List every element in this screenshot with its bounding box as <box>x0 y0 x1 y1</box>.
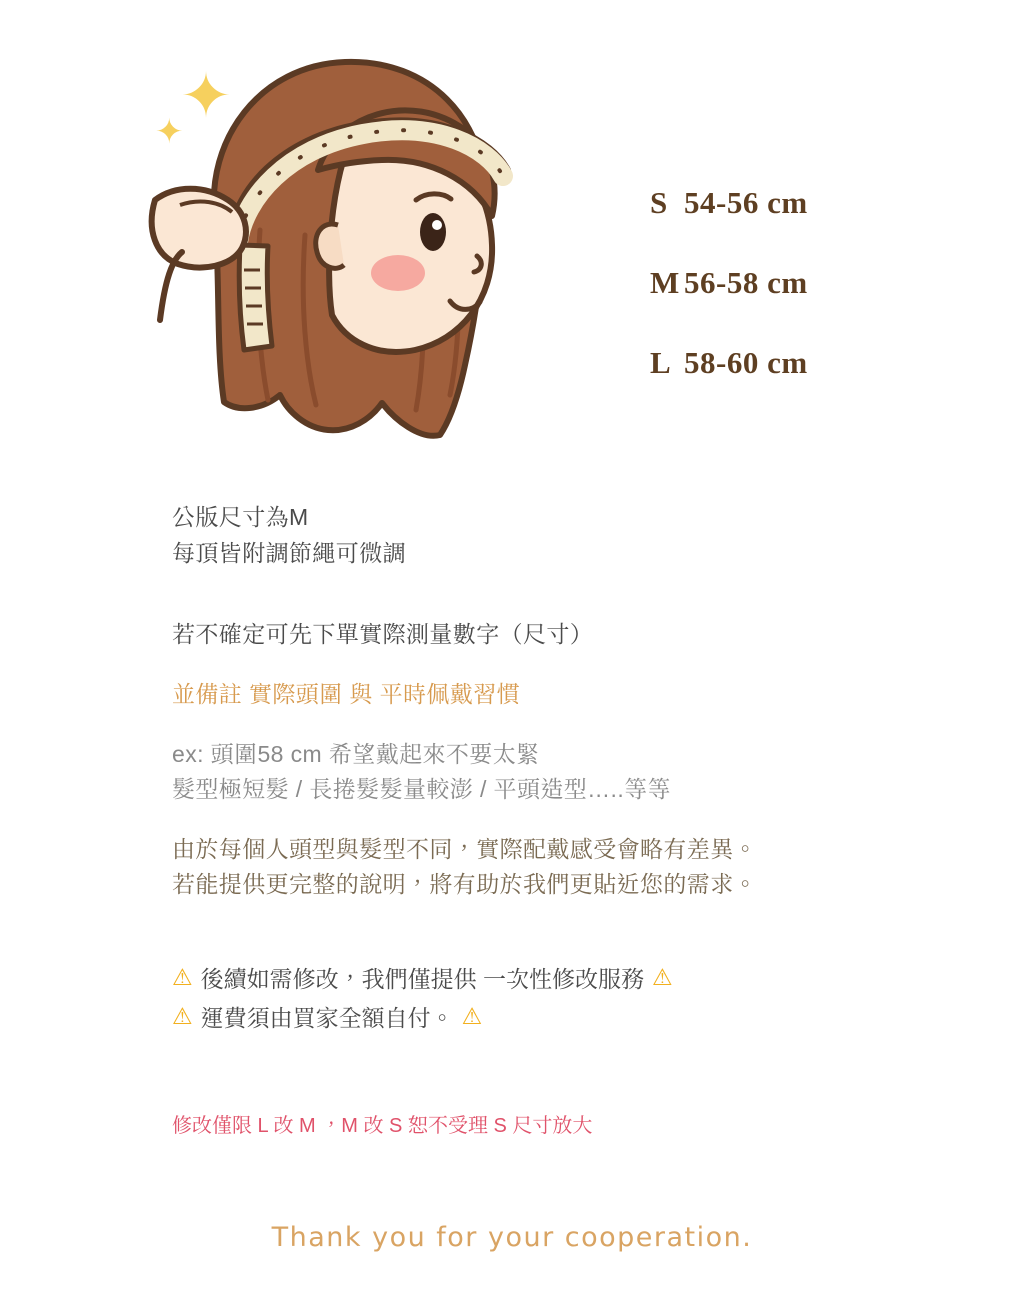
thanks-footer: Thank you for your cooperation. <box>271 1222 753 1253</box>
warning-line-1 <box>172 961 962 994</box>
modification-limit-note <box>172 1111 962 1141</box>
illustration-girl-measuring-head <box>120 20 550 470</box>
standard-size-note <box>172 500 962 571</box>
size-row <box>650 345 980 381</box>
size-value: 58-60 cm <box>684 345 808 380</box>
warning-text-1: 後續如需修改，我們僅提供 一次性修改服務 <box>200 966 645 993</box>
size-label: M <box>650 265 680 300</box>
spacer <box>172 1039 962 1091</box>
limit-line-2: 恕不受理 S 尺寸放大 <box>407 1115 593 1138</box>
limit-line-1: 修改僅限 L 改 M ，M 改 S <box>172 1115 403 1138</box>
size-row <box>650 185 980 221</box>
warning-note <box>172 961 962 1033</box>
warning-line-2 <box>172 1000 962 1033</box>
warning-text-2: 運費須由買家全額自付。 <box>200 1005 454 1032</box>
warning-icon: ⚠ <box>652 964 673 991</box>
example-line-2: 髮型極短髮 / 長捲髮髮量較澎 / 平頭造型…..等等 <box>172 776 671 803</box>
sparkle-icon: ✦ <box>180 59 232 132</box>
standard-size-line-1: 公版尺寸為M <box>172 504 309 530</box>
example-line-1: ex: 頭圍58 cm 希望戴起來不要太緊 <box>172 740 540 767</box>
size-row <box>650 265 980 301</box>
spacer <box>172 909 962 961</box>
warning-icon: ⚠ <box>172 1003 193 1030</box>
standard-size-line-2: 每頂皆附調節繩可微調 <box>172 539 406 566</box>
size-value: 56-58 cm <box>684 265 808 300</box>
spacer <box>172 814 962 832</box>
difference-line-1: 由於每個人頭型與髮型不同，實際配戴感受會略有差異。 <box>172 835 757 862</box>
notes-body <box>172 500 962 1161</box>
spacer <box>172 659 962 677</box>
uncertain-note: 若不確定可先下單實際測量數字（尺寸） <box>172 621 594 648</box>
header-illustration-block <box>0 0 1024 480</box>
remark-note: 並備註 實際頭圍 與 平時佩戴習慣 <box>172 680 520 707</box>
size-label: L <box>650 345 672 380</box>
size-label: S <box>650 185 668 220</box>
sparkle-small-icon: ✦ <box>155 112 184 152</box>
size-table <box>650 185 980 425</box>
warning-icon: ⚠ <box>172 964 193 991</box>
difference-line-2: 若能提供更完整的說明，將有助於我們更貼近您的需求。 <box>172 871 757 898</box>
spacer <box>172 577 962 617</box>
spacer <box>172 719 962 737</box>
difference-note <box>172 832 962 903</box>
warning-icon: ⚠ <box>461 1003 483 1030</box>
size-value: 54-56 cm <box>684 185 808 220</box>
example-note <box>172 737 962 808</box>
